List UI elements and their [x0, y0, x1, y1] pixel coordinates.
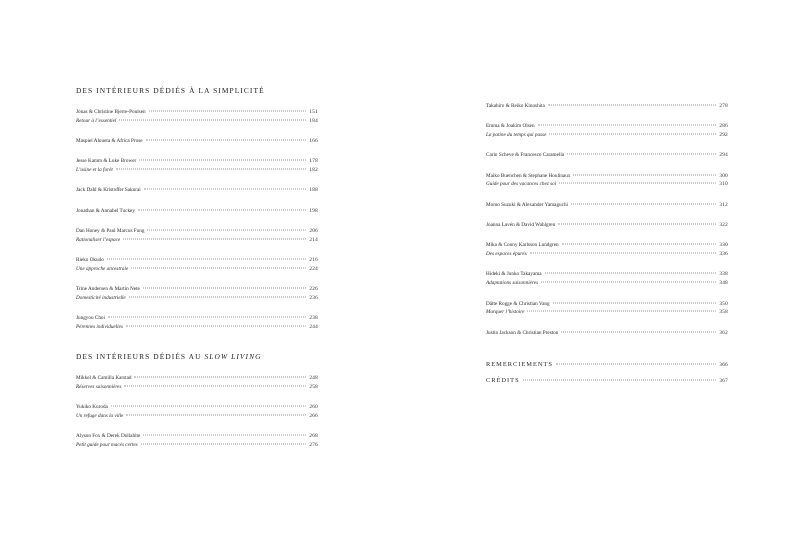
toc-entry[interactable]	[76, 157, 318, 175]
dot-leader	[131, 267, 306, 268]
toc-entry[interactable]	[76, 432, 318, 450]
entry-subpage: 244	[309, 324, 318, 331]
entry-page: 362	[719, 329, 728, 336]
toc-entry[interactable]	[486, 122, 728, 140]
entry-subpage: 258	[309, 383, 318, 390]
toc-entry-sub-row	[76, 265, 318, 274]
entry-page: 286	[719, 123, 728, 130]
back-matter-label: REMERCIEMENTS	[486, 361, 553, 369]
entry-name: Maiko Buenchen & Stephane Houlinaux	[486, 172, 571, 179]
entry-page: 248	[309, 374, 318, 381]
dot-leader	[138, 209, 306, 210]
dot-leader	[541, 282, 716, 283]
entry-subpage: 184	[309, 117, 318, 124]
entry-subpage: 214	[309, 236, 318, 243]
toc-entry-main-row	[486, 270, 728, 279]
toc-entry[interactable]	[486, 329, 728, 338]
back-matter-list	[486, 361, 728, 384]
entry-page: 178	[309, 158, 318, 165]
dot-leader	[146, 140, 307, 141]
dot-leader	[567, 154, 716, 155]
entry-subtitle: Rationaliser l’espace	[76, 236, 121, 243]
toc-entry-main-row	[76, 137, 318, 146]
dot-leader	[527, 311, 716, 312]
section-entries-continued	[486, 102, 728, 337]
entry-subpage: 182	[309, 167, 318, 174]
dot-leader	[107, 259, 307, 260]
entry-name: Hideki & Junko Takayama	[486, 271, 542, 278]
entry-page: 216	[309, 257, 318, 264]
dot-leader	[139, 160, 306, 161]
entry-page: 294	[719, 152, 728, 159]
dot-leader	[556, 364, 716, 365]
toc-entry[interactable]	[486, 241, 728, 259]
back-matter-page: 367	[719, 378, 728, 385]
section-entries-simplicite	[76, 108, 318, 332]
entry-name: Emma & Joakim Olsen	[486, 123, 535, 130]
entry-subtitle: Retour à l’essentiel	[76, 117, 117, 124]
dot-leader	[124, 385, 306, 386]
toc-entry[interactable]	[76, 256, 318, 274]
entry-page: 338	[719, 271, 728, 278]
entry-name: Mika & Conny Karlsson Lundgren	[486, 242, 559, 249]
toc-entry-sub-row	[486, 308, 728, 317]
entry-subpage: 358	[719, 309, 728, 316]
dot-leader	[558, 224, 716, 225]
entry-subpage: 276	[309, 441, 318, 448]
dot-leader	[553, 302, 717, 303]
back-matter-entry[interactable]	[486, 361, 728, 368]
dot-leader	[549, 134, 716, 135]
toc-entry-main-row	[486, 122, 728, 131]
entry-page: 300	[719, 172, 728, 179]
entry-page: 206	[309, 228, 318, 235]
toc-entry-sub-row	[486, 279, 728, 288]
toc-entry[interactable]	[486, 102, 728, 111]
dot-leader	[123, 238, 306, 239]
toc-entry[interactable]	[76, 227, 318, 245]
toc-entry-sub-row	[76, 323, 318, 332]
entry-page: 198	[309, 207, 318, 214]
toc-entry-sub-row	[76, 441, 318, 450]
dot-leader	[571, 203, 716, 204]
entry-name: Dätte Rogge & Christian Vang	[486, 300, 550, 307]
entry-page: 238	[309, 315, 318, 322]
toc-entry-main-row	[76, 256, 318, 265]
entry-name: Mikkel & Camilla Karstad	[76, 374, 132, 381]
entry-page: 330	[719, 242, 728, 249]
toc-entry-sub-row	[76, 236, 318, 245]
dot-leader	[126, 326, 306, 327]
back-matter-label: CRÉDITS	[486, 377, 520, 385]
section-entries-slow-living	[76, 374, 318, 450]
toc-entry-sub-row	[76, 294, 318, 303]
entry-name: Dan Honey & Paul Marcus Fung	[76, 228, 145, 235]
left-column	[76, 86, 318, 461]
back-matter-entry[interactable]	[486, 377, 728, 384]
dot-leader	[141, 443, 307, 444]
toc-entry[interactable]	[486, 201, 728, 210]
dot-leader	[144, 189, 307, 190]
entry-subtitle: La patine du temps qui passe	[486, 132, 547, 139]
toc-entry[interactable]	[76, 314, 318, 332]
toc-entry-main-row	[76, 157, 318, 166]
toc-entry-main-row	[76, 432, 318, 441]
entry-page: 166	[309, 138, 318, 145]
entry-name: Takahiro & Reiko Kinoshita	[486, 103, 545, 109]
toc-entry-main-row	[486, 221, 728, 230]
entry-subpage: 310	[719, 181, 728, 188]
entry-subpage: 336	[719, 251, 728, 258]
toc-entry-main-row	[486, 241, 728, 250]
entry-subtitle: Une approche ancestrale	[76, 265, 129, 272]
entry-subtitle: Réserves saisonnières	[76, 383, 122, 390]
toc-entry-main-row	[76, 403, 318, 412]
toc-entry[interactable]	[76, 186, 318, 195]
entry-page: 268	[309, 433, 318, 440]
entry-page: 350	[719, 300, 728, 307]
entry-name: Justin Jackson & Christian Preston	[486, 329, 559, 336]
toc-entry[interactable]	[76, 207, 318, 216]
toc-entry-main-row	[76, 374, 318, 383]
toc-entry[interactable]	[76, 403, 318, 421]
dot-leader	[149, 111, 307, 112]
entry-subpage: 266	[309, 412, 318, 419]
toc-entry-main-row	[76, 207, 318, 216]
toc-entry[interactable]	[76, 108, 318, 126]
entry-name: Maspiel Aloueta & Africa Prose	[76, 138, 143, 145]
toc-entry[interactable]	[76, 137, 318, 146]
entry-name: Jesse Kamm & Luke Brower	[76, 158, 137, 165]
entry-name: Jack Dahl & Kristoffer Sakurai	[76, 187, 141, 194]
entry-page: 312	[719, 201, 728, 208]
dot-leader	[523, 380, 717, 381]
entry-name: Carin Scheve & Francesco Caramella	[486, 152, 565, 159]
toc-entry-main-row	[76, 108, 318, 117]
dot-leader	[530, 253, 717, 254]
entry-subtitle: Petit guide pour macés certes	[76, 441, 138, 448]
entry-subpage: 224	[309, 265, 318, 272]
toc-entry-main-row	[76, 314, 318, 323]
right-column	[486, 102, 728, 393]
entry-subpage: 348	[719, 280, 728, 287]
toc-entry-main-row	[486, 300, 728, 309]
entry-subtitle: Guide pour des vacances chez soi	[486, 181, 557, 188]
section-heading-simplicite: DES INTÉRIEURS DÉDIÉS À LA SIMPLICITÉ	[76, 86, 265, 95]
toc-entry-main-row	[486, 102, 728, 111]
dot-leader	[538, 125, 717, 126]
toc-entry-sub-row	[76, 383, 318, 392]
dot-leader	[562, 244, 717, 245]
entry-subtitle: Pérennes individuelles	[76, 324, 123, 331]
dot-leader	[134, 376, 306, 377]
entry-name: Jungyou Choi	[76, 315, 105, 322]
entry-subpage: 236	[309, 295, 318, 302]
section-heading-slow-living-plain: DES INTÉRIEURS DÉDIÉS AU	[76, 351, 205, 361]
dot-leader	[545, 273, 717, 274]
entry-name: Alyson Fox & Derek Dollahite	[76, 433, 141, 440]
dot-leader	[108, 317, 306, 318]
entry-page: 226	[309, 286, 318, 293]
toc-entry-sub-row	[486, 131, 728, 140]
dot-leader	[111, 406, 306, 407]
toc-entry-main-row	[486, 201, 728, 210]
dot-leader	[126, 414, 306, 415]
dot-leader	[129, 297, 307, 298]
entry-page: 151	[309, 109, 318, 115]
toc-entry[interactable]	[486, 151, 728, 160]
dot-leader	[143, 288, 307, 289]
entry-page: 260	[309, 404, 318, 411]
entry-subtitle: Un refuge dans la ville	[76, 412, 124, 419]
toc-entry-main-row	[486, 329, 728, 338]
toc-entry[interactable]	[76, 285, 318, 303]
toc-entry-sub-row	[76, 412, 318, 421]
dot-leader	[147, 230, 306, 231]
dot-leader	[143, 435, 306, 436]
toc-entry-main-row	[76, 227, 318, 236]
dot-leader	[548, 105, 716, 106]
toc-entry[interactable]	[486, 221, 728, 230]
toc-entry-main-row	[486, 172, 728, 181]
dot-leader	[561, 331, 716, 332]
toc-entry-sub-row	[76, 166, 318, 175]
toc-entry[interactable]	[486, 300, 728, 318]
entry-name: Rieko Okudo	[76, 257, 104, 264]
entry-name: Joanna Lavén & David Wahlgren	[486, 222, 556, 229]
entry-page: 188	[309, 187, 318, 194]
toc-entry-sub-row	[486, 250, 728, 259]
dot-leader	[573, 174, 716, 175]
toc-entry[interactable]	[486, 270, 728, 288]
section-heading-slow-living	[76, 352, 318, 361]
entry-subtitle: Domesticité industrielle	[76, 295, 126, 302]
toc-entry-main-row	[76, 285, 318, 294]
back-matter-page: 366	[719, 362, 728, 369]
entry-subpage: 292	[719, 132, 728, 139]
entry-page: 322	[719, 222, 728, 229]
entry-page: 278	[719, 103, 728, 109]
dot-leader	[559, 183, 716, 184]
entry-name: Jonathan & Annabel Tuckey	[76, 207, 135, 214]
toc-entry-sub-row	[76, 117, 318, 126]
entry-name: Jonas & Christine Bjerre-Poulsen	[76, 109, 146, 115]
dot-leader	[116, 169, 306, 170]
entry-name: Yukiko Kuroda	[76, 404, 108, 411]
entry-subtitle: L’usine et la forêt	[76, 167, 113, 174]
toc-entry-main-row	[486, 151, 728, 160]
toc-entry[interactable]	[486, 172, 728, 190]
section-heading-slow-living-italic: SLOW LIVING	[204, 351, 262, 361]
entry-subtitle: Adaptations saisonnières	[486, 280, 539, 287]
toc-entry[interactable]	[76, 374, 318, 392]
dot-leader	[119, 119, 306, 120]
entry-subtitle: Marquer l’histoire	[486, 309, 525, 316]
entry-name: Momo Suzuki & Alexander Yamaguchi	[486, 201, 568, 208]
toc-entry-sub-row	[486, 180, 728, 189]
entry-subtitle: Des espaces épurés	[486, 251, 527, 258]
entry-name: Trine Andersen & Martin Nete	[76, 286, 140, 293]
toc-entry-main-row	[76, 186, 318, 195]
